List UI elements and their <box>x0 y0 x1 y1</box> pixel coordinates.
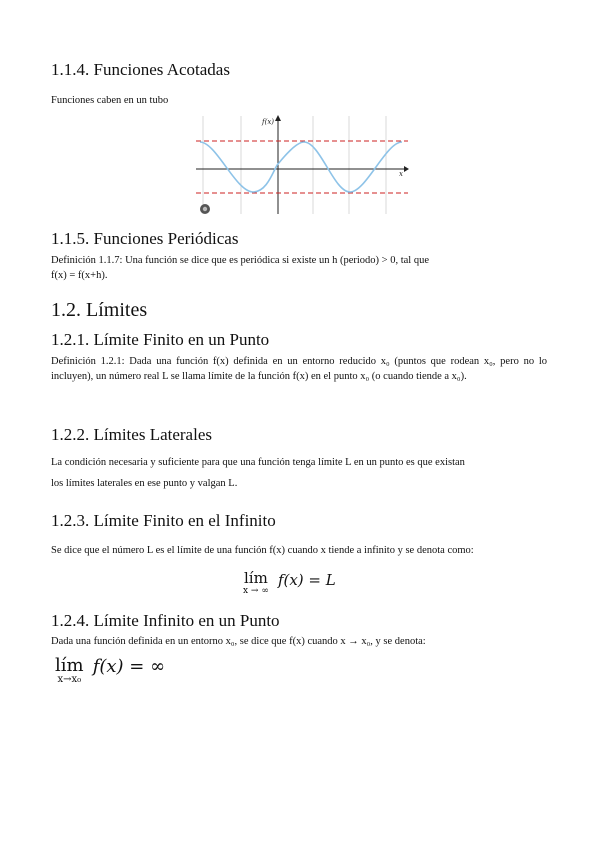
section-title-1-2-1: 1.2.1. Límite Finito en un Punto <box>51 330 270 349</box>
graph-logo-icon <box>200 204 210 214</box>
formula-limit-at-infinity <box>243 570 336 596</box>
limit-at-infinity-text: Se dice que el número L es el límite de una función f(x) cuando x tiende a infinito y se denota como: <box>51 545 474 556</box>
infinite-limit-text: Dada una función definida en un entorno x₀, se dice que f(x) cuando x → x₀, y se denota: <box>51 636 426 647</box>
section-title-1-2-3: 1.2.3. Límite Finito en el Infinito <box>51 511 276 530</box>
section-title-1-1-5: 1.1.5. Funciones Periódicas <box>51 229 239 248</box>
section-title-1-2: 1.2. Límites <box>51 299 148 321</box>
graph-y-label: f(x) <box>262 118 275 126</box>
formula-op: lím <box>55 655 84 676</box>
section-title-1-2-4: 1.2.4. Límite Infinito en un Punto <box>51 611 280 630</box>
section-title-1-1-4: 1.1.4. Funciones Acotadas <box>51 60 230 79</box>
formula-infinite-limit <box>55 656 165 685</box>
formula-op: lím <box>244 569 268 587</box>
formula-sub: x→x₀ <box>57 674 82 685</box>
definition-1-1-7-line2: f(x) = f(x+h). <box>51 270 108 281</box>
text-bounded-functions: Funciones caben en un tubo <box>51 95 169 106</box>
bounded-function-graph <box>196 114 410 216</box>
lateral-limits-line2: los límites laterales en ese punto y valgan L. <box>51 478 238 489</box>
sine-curve <box>200 142 402 192</box>
graph-x-label: x <box>399 170 403 178</box>
formula-expr: f(x) = ∞ <box>92 656 166 677</box>
definition-1-2-1: Definición 1.2.1: Dada una función f(x) definida en un entorno reducido x₀ (puntos que rodean x₀, pero no lo incluyen), un número real L se llama límite de la función f(x) en el punto x₀ (o cuando tiende a x₀). <box>51 356 547 382</box>
section-title-1-2-2: 1.2.2. Límites Laterales <box>51 425 212 444</box>
definition-1-1-7-line1: Definición 1.1.7: Una función se dice que es periódica si existe un h (periodo) > 0, tal que <box>51 255 429 266</box>
formula-sub: x → ∞ <box>243 586 269 596</box>
formula-expr: f(x) = L <box>277 571 336 589</box>
lateral-limits-line1: La condición necesaria y suficiente para que una función tenga límite L en un punto es que existan <box>51 457 465 468</box>
grid-lines <box>203 116 386 214</box>
